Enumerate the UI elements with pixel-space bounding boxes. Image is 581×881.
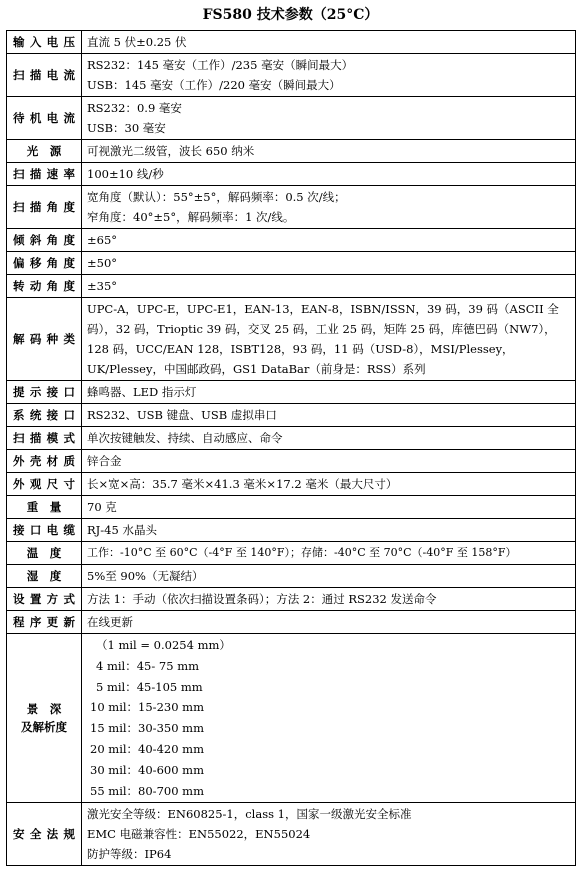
spec-value: 方法 1：手动（依次扫描设置条码）；方法 2：通过 RS232 发送命令 xyxy=(82,588,576,611)
spec-row-temperature xyxy=(7,542,576,565)
spec-key: 偏移角度 xyxy=(7,252,82,275)
spec-key: 提示接口 xyxy=(7,381,82,404)
spec-key: 扫描电流 xyxy=(7,54,82,97)
spec-row-standby-current xyxy=(7,97,576,140)
spec-key: 光 源 xyxy=(7,140,82,163)
spec-row-configuration xyxy=(7,588,576,611)
spec-value: 可视激光二级管，波长 650 纳米 xyxy=(82,140,576,163)
spec-key: 倾斜角度 xyxy=(7,229,82,252)
spec-value: ±35° xyxy=(82,275,576,298)
spec-row-input-voltage xyxy=(7,31,576,54)
spec-key: 扫描模式 xyxy=(7,427,82,450)
spec-row-roll-angle xyxy=(7,275,576,298)
spec-key xyxy=(7,634,82,803)
spec-value: RS232：145 毫安（工作）/235 毫安（瞬间最大） USB：145 毫安（工作）/220 毫安（瞬间最大） xyxy=(82,54,576,97)
spec-row-humidity xyxy=(7,565,576,588)
spec-key: 扫描速率 xyxy=(7,163,82,186)
spec-key: 程序更新 xyxy=(7,611,82,634)
spec-key: 外壳材质 xyxy=(7,450,82,473)
spec-value: 100±10 线/秒 xyxy=(82,163,576,186)
spec-key: 待机电流 xyxy=(7,97,82,140)
page-title: FS580 技术参数（25°C） xyxy=(202,7,379,23)
spec-row-depth-of-field xyxy=(7,634,576,803)
spec-value: 工作：-10°C 至 60°C（-4°F 至 140°F）；存储：-40°C 至 70°C（-40°F 至 158°F） xyxy=(82,542,576,565)
spec-row-indicator xyxy=(7,381,576,404)
spec-row-scan-mode xyxy=(7,427,576,450)
spec-row-cable xyxy=(7,519,576,542)
spec-value: 锌合金 xyxy=(82,450,576,473)
spec-key: 接口电缆 xyxy=(7,519,82,542)
spec-key: 扫描角度 xyxy=(7,186,82,229)
spec-table xyxy=(6,30,576,866)
spec-row-weight xyxy=(7,496,576,519)
spec-row-skew-angle xyxy=(7,252,576,275)
spec-value: 在线更新 xyxy=(82,611,576,634)
spec-row-housing xyxy=(7,450,576,473)
spec-value: 单次按键触发、持续、自动感应、命令 xyxy=(82,427,576,450)
spec-value: （1 mil = 0.0254 mm） 4 mil：45- 75 mm 5 mil：45-105 mm 10 mil：15-230 mm 15 mil：30-350 mm 20 mil：40-420 mm 30 mil：40-600 mm 55 mil：80-700 mm xyxy=(82,634,576,803)
spec-value: 激光安全等级：EN60825-1，class 1，国家一级激光安全标准 EMC 电磁兼容性：EN55022，EN55024 防护等级：IP64 xyxy=(82,803,576,866)
spec-key: 重 量 xyxy=(7,496,82,519)
spec-row-dimensions xyxy=(7,473,576,496)
spec-value: ±50° xyxy=(82,252,576,275)
spec-key-line: 及解析度 xyxy=(21,720,67,735)
spec-row-firmware-update xyxy=(7,611,576,634)
spec-value: 70 克 xyxy=(82,496,576,519)
spec-key: 解码种类 xyxy=(7,298,82,381)
spec-value: 长×宽×高：35.7 毫米×41.3 毫米×17.2 毫米（最大尺寸） xyxy=(82,473,576,496)
spec-row-pitch-angle xyxy=(7,229,576,252)
spec-value: ±65° xyxy=(82,229,576,252)
spec-key: 设置方式 xyxy=(7,588,82,611)
spec-key: 输入电压 xyxy=(7,31,82,54)
spec-row-interface xyxy=(7,404,576,427)
spec-value: 蜂鸣器、LED 指示灯 xyxy=(82,381,576,404)
spec-key: 安全法规 xyxy=(7,803,82,866)
spec-key-line: 景 深 xyxy=(26,702,62,717)
spec-value: RS232、USB 键盘、USB 虚拟串口 xyxy=(82,404,576,427)
spec-key: 转动角度 xyxy=(7,275,82,298)
spec-row-scan-rate xyxy=(7,163,576,186)
spec-row-symbologies xyxy=(7,298,576,381)
spec-key: 外观尺寸 xyxy=(7,473,82,496)
spec-key: 湿 度 xyxy=(7,565,82,588)
spec-key: 系统接口 xyxy=(7,404,82,427)
spec-value: 5%至 90%（无凝结） xyxy=(82,565,576,588)
spec-row-scan-angle xyxy=(7,186,576,229)
spec-value: 宽角度（默认）：55°±5°，解码频率：0.5 次/线； 窄角度：40°±5°，解码频率：1 次/线。 xyxy=(82,186,576,229)
spec-value: 直流 5 伏±0.25 伏 xyxy=(82,31,576,54)
spec-value: RS232：0.9 毫安 USB：30 毫安 xyxy=(82,97,576,140)
spec-value: UPC-A，UPC-E，UPC-E1，EAN-13，EAN-8，ISBN/ISSN，39 码，39 码（ASCII 全码），32 码，Trioptic 39 码，交叉 25 码，工业 25 码，矩阵 25 码，库德巴码（NW7），128 码，UCC/EAN 128，ISBT128，93 码，11 码（USD-8），MSI/Plessey，UK/Plessey，中国邮政码，GS1 DataBar（前身是：RSS）系列 xyxy=(82,298,576,381)
spec-row-safety xyxy=(7,803,576,866)
spec-row-scan-current xyxy=(7,54,576,97)
spec-row-light-source xyxy=(7,140,576,163)
spec-key: 温 度 xyxy=(7,542,82,565)
spec-value: RJ-45 水晶头 xyxy=(82,519,576,542)
